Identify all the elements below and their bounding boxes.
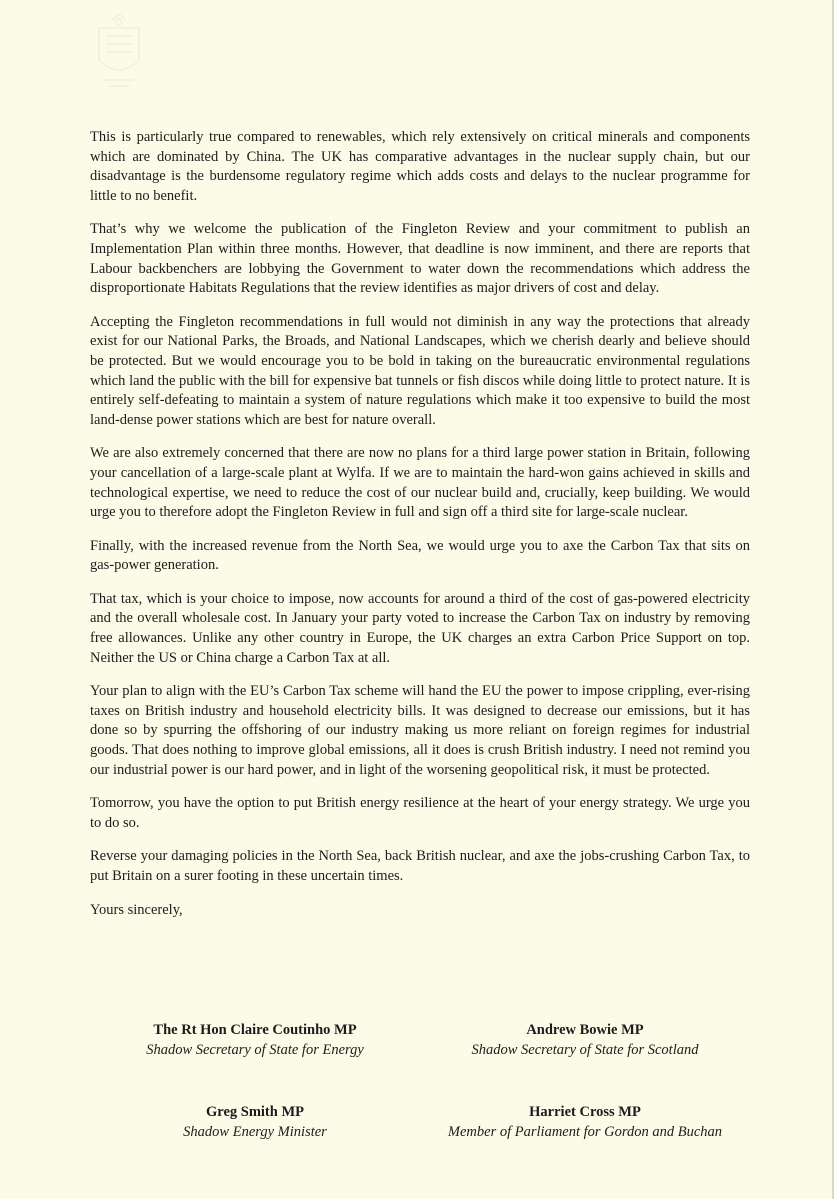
signatory-role: Member of Parliament for Gordon and Buchan [447,1124,723,1140]
signatory-row [90,1102,750,1142]
paragraph: Finally, with the increased revenue from the North Sea, we would urge you to axe the Carbon Tax that sits on gas-power generation. [90,537,750,574]
paragraph: That’s why we welcome the publication of the Fingleton Review and your commitment to publish an Implementation Plan within three months. However, that deadline is now imminent, and there are reports that Labour backbenchers are lobbying the Government to water down the recommendations which address the disproportionate Habitats Regulations that the review identifies as major drivers of cost and delay. [90,221,750,297]
signatory [90,1020,420,1060]
closing-salutation: Yours sincerely, [90,901,183,918]
signatory-name: Andrew Bowie MP [526,1022,644,1038]
paragraph: Accepting the Fingleton recommendations in full would not diminish in any way the protections that already exist for our National Parks, the Broads, and National Landscapes, which we cherish dearly and believe should be protected. But we would encourage you to be bold in taking on the bureaucratic environmental regulations which land the public with the bill for expensive bat tunnels or fish discos while doing little to protect nature. It is entirely self-defeating to maintain a system of nature regulations which make it too expensive to build the most land-dense power stations which are best for nature overall. [90,313,750,428]
signatory-role: Shadow Energy Minister [183,1124,327,1140]
signatory-role: Shadow Secretary of State for Scotland [471,1042,699,1058]
signatory-name: Harriet Cross MP [529,1104,641,1120]
paragraph: That tax, which is your choice to impose, now accounts for around a third of the cost of gas-powered electricity and the overall wholesale cost. In January your party voted to increase the Carbon Tax on industry by removing free allowances. Unlike any other country in Europe, the UK charges an extra Carbon Price Support on top. Neither the US or China charge a Carbon Tax at all. [90,590,750,666]
paragraph: Your plan to align with the EU’s Carbon Tax scheme will hand the EU the power to impose crippling, ever-rising taxes on British industry and household electricity bills. It was designed to decrease our emissions, but it has done so by spurring the offshoring of our industry making us more reliant on foreign regimes for industrial goods. That does nothing to improve global emissions, all it does is crush British industry. I need not remind you our industrial power is our hard power, and in light of the worsening geopolitical risk, it must be protected. [90,683,750,778]
signatories [90,1020,750,1142]
embossed-crest-icon [84,10,154,92]
signatory-row [90,1020,750,1060]
signatory-role: Shadow Secretary of State for Energy [146,1042,364,1058]
paragraph: We are also extremely concerned that there are now no plans for a third large power station in Britain, following your cancellation of a large-scale plant at Wylfa. If we are to maintain the hard-won gains achieved in skills and technological expertise, we need to reduce the cost of our nuclear build and, crucially, keep building. We would urge you to therefore adopt the Fingleton Review in full and sign off a third site for large-scale nuclear. [90,445,750,521]
signatory [420,1102,750,1142]
signatory-name: Greg Smith MP [206,1104,304,1120]
letter-body [90,128,750,934]
signatory [420,1020,750,1060]
paragraph: Tomorrow, you have the option to put British energy resilience at the heart of your energy strategy. We urge you to do so. [90,795,750,831]
signatory-name: The Rt Hon Claire Coutinho MP [153,1022,357,1038]
signatory [90,1102,420,1142]
paragraph: Reverse your damaging policies in the North Sea, back British nuclear, and axe the jobs-crushing Carbon Tax, to put Britain on a surer footing in these uncertain times. [90,848,750,884]
paragraph: This is particularly true compared to renewables, which rely extensively on critical minerals and components which are dominated by China. The UK has comparative advantages in the nuclear supply chain, but our disadvantage is the burdensome regulatory regime which adds costs and delays to the nuclear programme for little to no benefit. [90,129,750,204]
